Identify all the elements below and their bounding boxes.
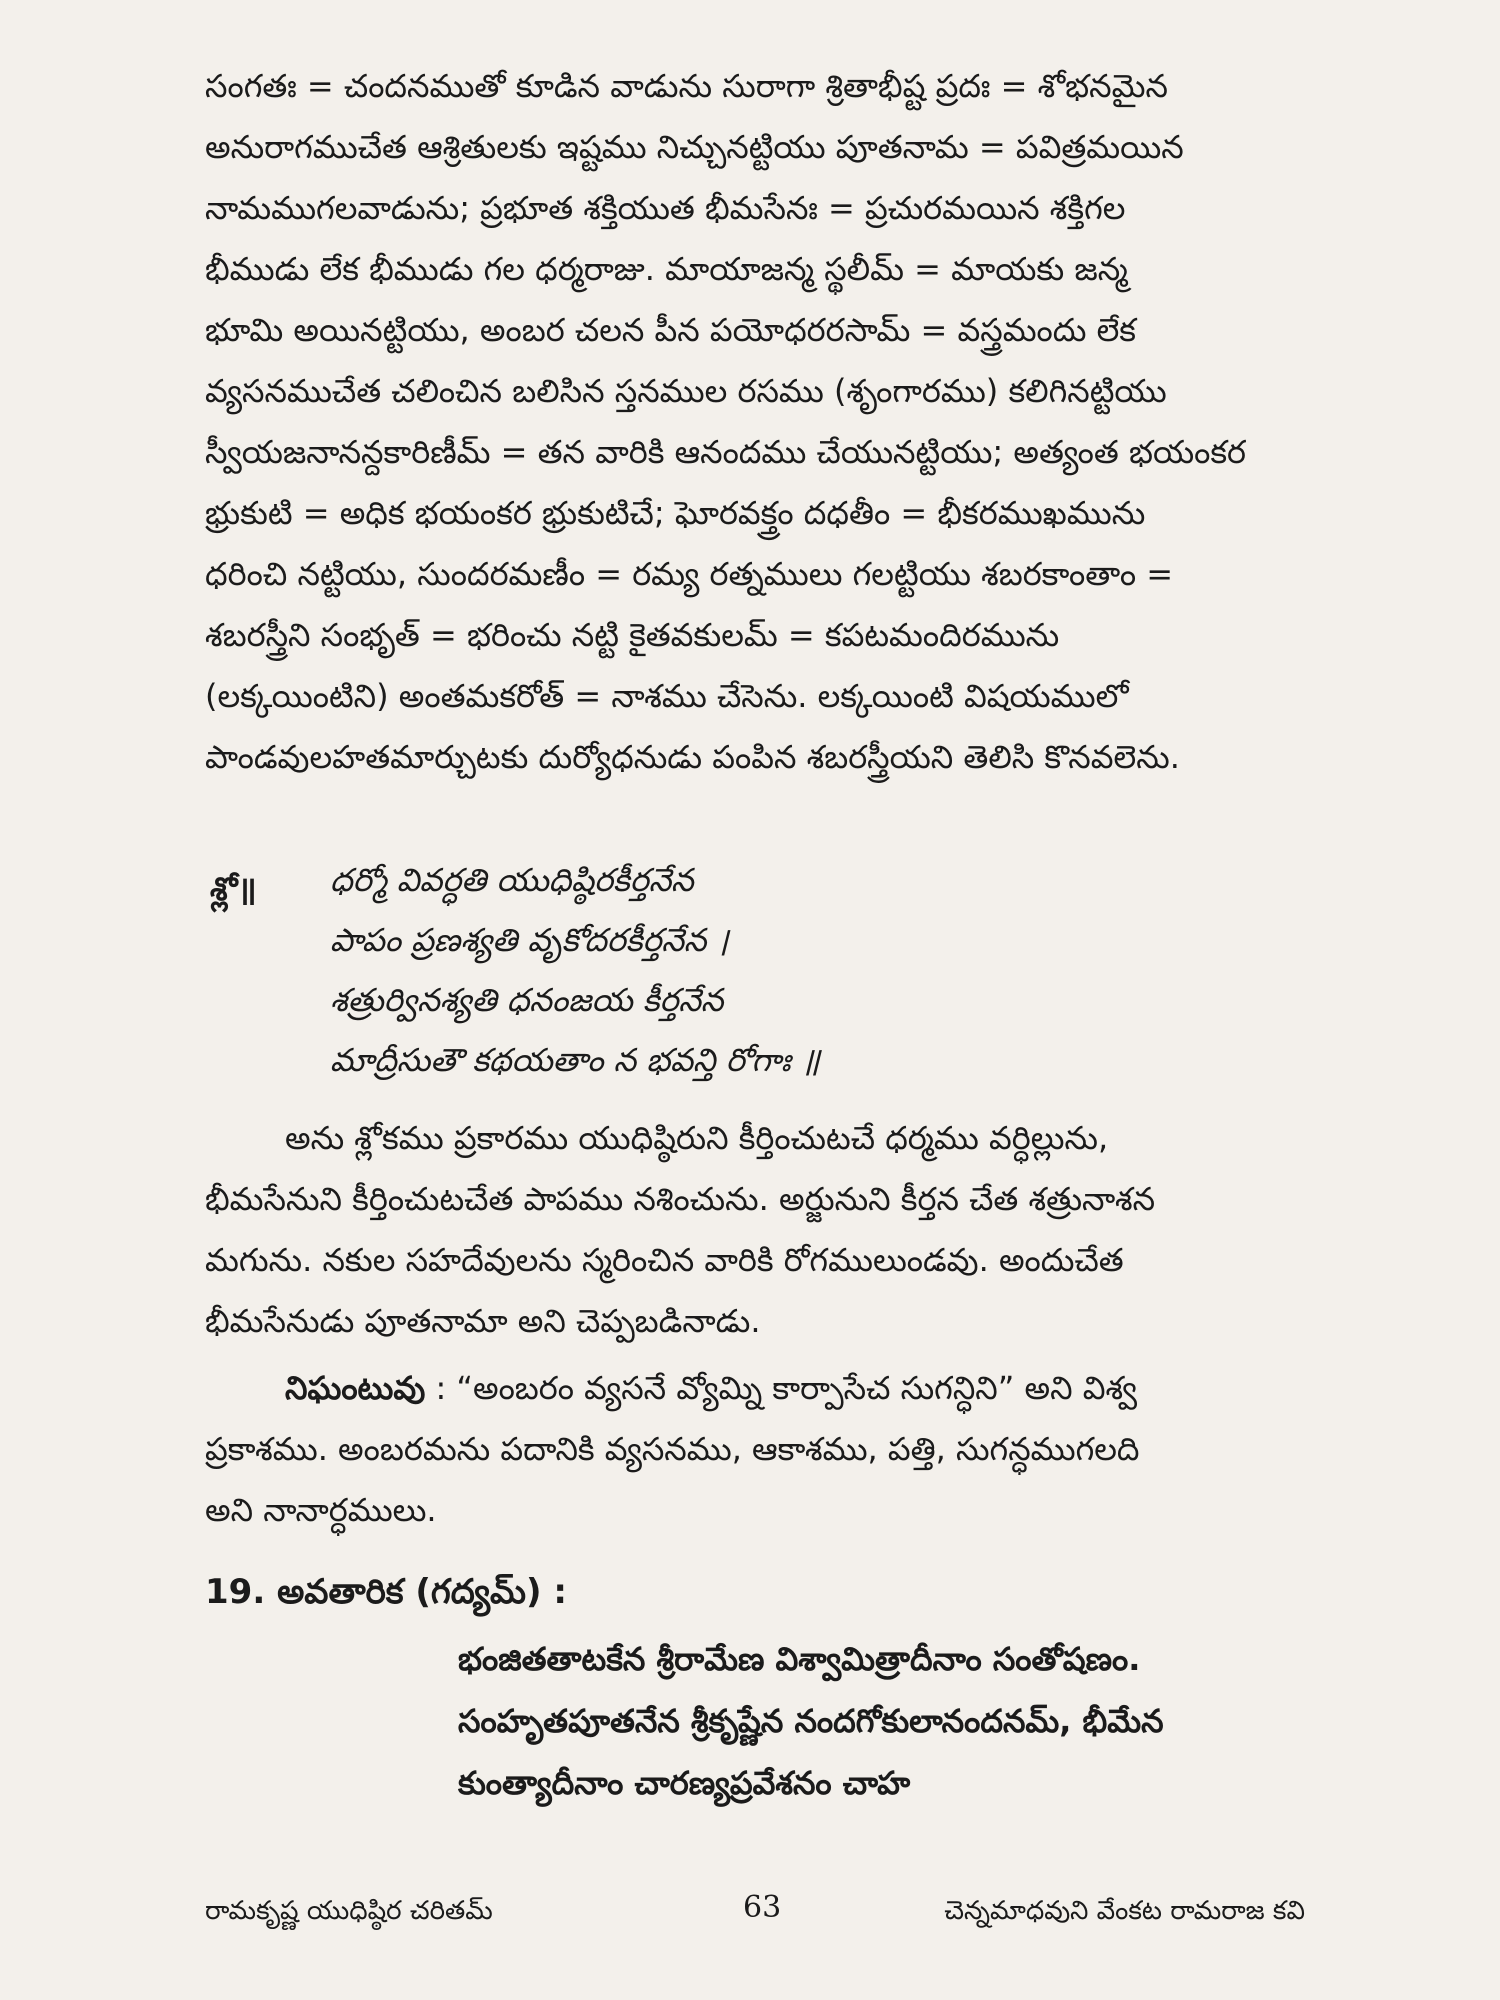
text-line: ధరించి నట్టియు, సుందరమణీం = రమ్య రత్నములు గలట్టియు శబరకాంతాం =	[205, 555, 1174, 593]
gadya-block	[458, 1628, 1358, 1814]
nighantu-text: : “అంబరం వ్యసనే వ్యోమ్ని కార్పాసేచ సుగన్ధిని” అని విశ్వ	[425, 1369, 1137, 1407]
explanation-paragraph	[205, 1108, 1305, 1352]
footer-book-title: రామకృష్ణ యుధిష్ఠిర చరితమ్	[205, 1896, 493, 1926]
verse-line: పాపం ప్రణశ్యతి వృకోదరకీర్తనేన ।	[330, 921, 729, 959]
text-line: భీమసేనుడు పూతనామా అని చెప్పబడినాడు.	[205, 1302, 761, 1340]
text-line: అను శ్లోకము ప్రకారము యుధిష్ఠిరుని కీర్తించుటచే ధర్మము వర్ధిల్లును,	[285, 1119, 1109, 1157]
page-footer	[205, 1890, 1305, 1930]
nighantu-paragraph	[205, 1358, 1305, 1541]
text-line: అనురాగముచేత ఆశ్రితులకు ఇష్టము నిచ్చునట్టియు పూతనామ = పవిత్రమయిన	[205, 128, 1184, 166]
page-number: 63	[743, 1890, 782, 1925]
commentary-paragraph	[205, 56, 1305, 788]
text-line: భూమి అయినట్టియు, అంబర చలన పీన పయోధరరసామ్ = వస్త్రమందు లేక	[205, 311, 1137, 349]
text-line	[205, 1358, 1305, 1419]
gadya-line: కుంత్యాదీనాం చారణ్యప్రవేశనం చాహ	[458, 1764, 911, 1802]
text-line: స్వీయజనానన్దకారిణీమ్ = తన వారికి ఆనందము చేయునట్టియు; అత్యంత భయంకర	[205, 433, 1247, 471]
text-line: నామముగలవాడును; ప్రభూత శక్తియుత భీమసేనః = ప్రచురమయిన శక్తిగల	[205, 189, 1126, 227]
text-line: మగును. నకుల సహదేవులను స్మరించిన వారికి రోగములుండవు. అందుచేత	[205, 1241, 1124, 1279]
text-line: సంగతః = చందనముతో కూడిన వాడును సురాగా శ్రితాభీష్ట ప్రదః = శోభనమైన	[205, 67, 1168, 105]
section-heading: 19. అవతారిక (గద్యమ్) :	[205, 1572, 567, 1612]
verse-line: ధర్మో వివర్ధతి యుధిష్ఠిరకీర్తనేన	[330, 861, 694, 899]
verse-line: శత్రుర్వినశ్యతి ధనంజయ కీర్తనేన	[330, 981, 724, 1019]
verse-line: మాద్రీసుతౌ కథయతాం న భవన్తి రోగాః ॥	[330, 1041, 820, 1079]
nighantu-label: నిఘంటువు	[285, 1369, 426, 1407]
text-line: భీముడు లేక భీముడు గల ధర్మరాజు. మాయాజన్మ స్థలీమ్ = మాయకు జన్మ	[205, 250, 1128, 288]
shloka-verse	[330, 850, 1230, 1090]
gadya-line: భంజితతాటకేన శ్రీరామేణ విశ్వామిత్రాదీనాం సంతోషణం.	[458, 1640, 1141, 1678]
footer-author: చెన్నమాధవుని వేంకట రామరాజ కవి	[944, 1896, 1305, 1926]
text-line: అని నానార్ధములు.	[205, 1491, 437, 1529]
text-line: భ్రుకుటి = అధిక భయంకర భ్రుకుటిచే; ఘోరవక్త్రం దధతీం = భీకరముఖమును	[205, 494, 1146, 532]
text-line: (లక్కయింటిని) అంతమకరోత్ = నాశము చేసెను. లక్కయింటి విషయములో	[205, 677, 1129, 715]
shloka-marker: శ్లో॥	[210, 870, 257, 908]
text-line: ప్రకాశము. అంబరమను పదానికి వ్యసనము, ఆకాశము, పత్తి, సుగన్ధముగలది	[205, 1430, 1140, 1468]
text-line: పాండవులహతమార్చుటకు దుర్యోధనుడు పంపిన శబరస్త్రీయని తెలిసి కొనవలెను.	[205, 738, 1180, 776]
text-line: భీమసేనుని కీర్తించుటచేత పాపము నశించును. అర్జునుని కీర్తన చేత శత్రునాశన	[205, 1180, 1156, 1218]
text-line: వ్యసనముచేత చలించిన బలిసిన స్తనముల రసము (శృంగారము) కలిగినట్టియు	[205, 372, 1167, 410]
gadya-line: సంహృతపూతనేన శ్రీకృష్ణేన నందగోకులానందనమ్, భీమేన	[458, 1702, 1164, 1740]
text-line: శబరస్త్రీని సంభృత్ = భరించు నట్టి కైతవకులమ్ = కపటమందిరమును	[205, 616, 1060, 654]
